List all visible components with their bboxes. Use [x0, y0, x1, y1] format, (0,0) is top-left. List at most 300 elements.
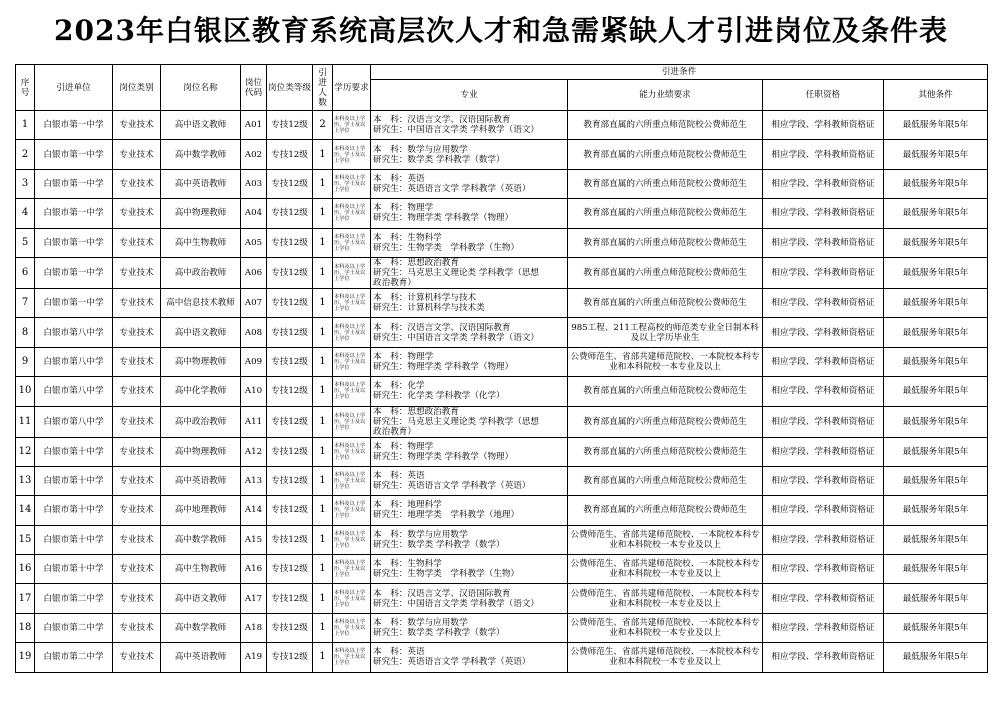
- cell-qualification: 相应学段、学科教师资格证: [763, 347, 884, 376]
- cell-category: 专业技术: [113, 466, 161, 495]
- major-line: 本 科：英语: [373, 173, 425, 184]
- major-line: 本 科：地理科学: [373, 500, 442, 511]
- cell-edu: 本科及以上学历，学士及以上学位: [333, 228, 371, 257]
- cell-code: A03: [241, 169, 267, 198]
- cell-level: 专技12级: [267, 555, 313, 584]
- table-row: [16, 555, 988, 584]
- cell-ability: 教育部直属的六所重点师范院校公费师范生: [568, 228, 763, 257]
- cell-other: 最低服务年限5年: [884, 318, 988, 347]
- cell-unit: 白银市第十中学: [35, 496, 113, 525]
- table-row: [16, 228, 988, 257]
- major-line: 本 科：思想政治教育: [373, 257, 459, 268]
- cell-code: A14: [241, 496, 267, 525]
- cell-count: 1: [313, 318, 333, 347]
- cell-category: 专业技术: [113, 199, 161, 228]
- cell-seq: 2: [16, 140, 35, 169]
- cell-unit: 白银市第八中学: [35, 318, 113, 347]
- cell-other: 最低服务年限5年: [884, 555, 988, 584]
- cell-major: [371, 555, 568, 584]
- cell-code: A06: [241, 257, 267, 288]
- cell-category: 专业技术: [113, 377, 161, 406]
- cell-code: A17: [241, 584, 267, 613]
- table-row: [16, 613, 988, 642]
- table-body: [16, 111, 988, 673]
- cell-category: 专业技术: [113, 347, 161, 376]
- cell-other: 最低服务年限5年: [884, 111, 988, 140]
- cell-ability: 公费师范生、省部共建师范院校、一本院校本科专业和本科院校一本专业及以上: [568, 347, 763, 376]
- cell-code: A08: [241, 318, 267, 347]
- cell-unit: 白银市第一中学: [35, 140, 113, 169]
- cell-ability: 公费师范生、省部共建师范院校、一本院校本科专业和本科院校一本专业及以上: [568, 613, 763, 642]
- cell-other: 最低服务年限5年: [884, 406, 988, 437]
- table-row: [16, 199, 988, 228]
- table-row: [16, 377, 988, 406]
- cell-level: 专技12级: [267, 257, 313, 288]
- cell-seq: 5: [16, 228, 35, 257]
- cell-level: 专技12级: [267, 613, 313, 642]
- cell-code: A15: [241, 525, 267, 554]
- cell-qualification: 相应学段、学科教师资格证: [763, 288, 884, 317]
- cell-post-name: 高中语文教师: [161, 584, 241, 613]
- cell-level: 专技12级: [267, 496, 313, 525]
- cell-post-name: 高中英语教师: [161, 643, 241, 672]
- header-other: 其他条件: [884, 80, 988, 111]
- cell-major: [371, 347, 568, 376]
- major-line: 本 科：汉语言文学、汉语国际教育: [373, 588, 511, 599]
- cell-major: [371, 525, 568, 554]
- cell-category: 专业技术: [113, 406, 161, 437]
- cell-level: 专技12级: [267, 643, 313, 672]
- table-row: [16, 111, 988, 140]
- cell-edu: 本科及以上学历，学士及以上学位: [333, 111, 371, 140]
- cell-unit: 白银市第八中学: [35, 347, 113, 376]
- header-seq: 序号: [16, 65, 35, 111]
- cell-unit: 白银市第一中学: [35, 257, 113, 288]
- cell-qualification: 相应学段、学科教师资格证: [763, 318, 884, 347]
- cell-qualification: 相应学段、学科教师资格证: [763, 111, 884, 140]
- cell-qualification: 相应学段、学科教师资格证: [763, 228, 884, 257]
- major-line: 研究生：马克思主义理论类 学科教学（思想: [373, 416, 540, 427]
- cell-count: 1: [313, 496, 333, 525]
- header-count: 引进人数: [313, 65, 333, 111]
- cell-unit: 白银市第十中学: [35, 525, 113, 554]
- cell-count: 1: [313, 377, 333, 406]
- major-line: 研究生：数学类 学科教学（数学）: [373, 539, 505, 550]
- major-line: 研究生：物理学类 学科教学（物理）: [373, 213, 514, 224]
- cell-qualification: 相应学段、学科教师资格证: [763, 643, 884, 672]
- major-line: 研究生：生物学类 学科教学（生物）: [373, 242, 520, 253]
- cell-major: [371, 466, 568, 495]
- cell-level: 专技12级: [267, 525, 313, 554]
- major-line: 研究生：中国语言文学类 学科教学（语文）: [373, 125, 540, 136]
- header-qualification: 任职资格: [763, 80, 884, 111]
- cell-other: 最低服务年限5年: [884, 584, 988, 613]
- major-line: 本 科：数学与应用数学: [373, 618, 468, 629]
- cell-count: 1: [313, 257, 333, 288]
- cell-major: [371, 199, 568, 228]
- cell-post-name: 高中政治教师: [161, 406, 241, 437]
- major-line: 研究生：计算机科学与技术类: [373, 303, 485, 314]
- cell-post-name: 高中物理教师: [161, 437, 241, 466]
- cell-seq: 19: [16, 643, 35, 672]
- major-line: 本 科：汉语言文学、汉语国际教育: [373, 115, 511, 126]
- cell-unit: 白银市第一中学: [35, 228, 113, 257]
- cell-post-name: 高中英语教师: [161, 466, 241, 495]
- cell-code: A04: [241, 199, 267, 228]
- major-line: 政治教育）: [373, 426, 416, 437]
- header-major: 专业: [371, 80, 568, 111]
- cell-other: 最低服务年限5年: [884, 288, 988, 317]
- cell-ability: 教育部直属的六所重点师范院校公费师范生: [568, 437, 763, 466]
- cell-ability: 公费师范生、省部共建师范院校、一本院校本科专业和本科院校一本专业及以上: [568, 584, 763, 613]
- cell-seq: 6: [16, 257, 35, 288]
- cell-post-name: 高中信息技术教师: [161, 288, 241, 317]
- cell-post-name: 高中英语教师: [161, 169, 241, 198]
- cell-post-name: 高中语文教师: [161, 111, 241, 140]
- cell-other: 最低服务年限5年: [884, 466, 988, 495]
- cell-major: [371, 437, 568, 466]
- cell-ability: 公费师范生、省部共建师范院校、一本院校本科专业和本科院校一本专业及以上: [568, 525, 763, 554]
- major-line: 研究生：生物学类 学科教学（生物）: [373, 569, 520, 580]
- cell-edu: 本科及以上学历，学士及以上学位: [333, 199, 371, 228]
- cell-post-name: 高中化学教师: [161, 377, 241, 406]
- cell-count: 1: [313, 613, 333, 642]
- major-line: 研究生：物理学类 学科教学（物理）: [373, 451, 514, 462]
- major-line: 研究生：中国语言文学类 学科教学（语文）: [373, 332, 540, 343]
- cell-other: 最低服务年限5年: [884, 377, 988, 406]
- major-line: 研究生：物理学类 学科教学（物理）: [373, 361, 514, 372]
- cell-ability: 教育部直属的六所重点师范院校公费师范生: [568, 111, 763, 140]
- positions-table: [15, 64, 988, 673]
- cell-unit: 白银市第二中学: [35, 584, 113, 613]
- table-row: [16, 257, 988, 288]
- major-line: 研究生：英语语言文学 学科教学（英语）: [373, 183, 531, 194]
- cell-ability: 教育部直属的六所重点师范院校公费师范生: [568, 377, 763, 406]
- cell-count: 1: [313, 437, 333, 466]
- cell-seq: 11: [16, 406, 35, 437]
- major-line: 研究生：数学类 学科教学（数学）: [373, 154, 505, 165]
- cell-ability: 教育部直属的六所重点师范院校公费师范生: [568, 288, 763, 317]
- cell-level: 专技12级: [267, 437, 313, 466]
- cell-other: 最低服务年限5年: [884, 140, 988, 169]
- cell-category: 专业技术: [113, 169, 161, 198]
- cell-code: A12: [241, 437, 267, 466]
- cell-category: 专业技术: [113, 140, 161, 169]
- header-level: 岗位类等级: [267, 65, 313, 111]
- cell-unit: 白银市第一中学: [35, 111, 113, 140]
- cell-qualification: 相应学段、学科教师资格证: [763, 555, 884, 584]
- cell-seq: 17: [16, 584, 35, 613]
- cell-other: 最低服务年限5年: [884, 643, 988, 672]
- cell-major: [371, 496, 568, 525]
- cell-edu: 本科及以上学历，学士及以上学位: [333, 584, 371, 613]
- cell-count: 1: [313, 466, 333, 495]
- cell-other: 最低服务年限5年: [884, 613, 988, 642]
- cell-unit: 白银市第十中学: [35, 466, 113, 495]
- major-line: 本 科：数学与应用数学: [373, 529, 468, 540]
- cell-seq: 1: [16, 111, 35, 140]
- cell-unit: 白银市第十中学: [35, 555, 113, 584]
- cell-code: A10: [241, 377, 267, 406]
- table-row: [16, 466, 988, 495]
- header-ability: 能力业绩要求: [568, 80, 763, 111]
- cell-code: A07: [241, 288, 267, 317]
- cell-edu: 本科及以上学历，学士及以上学位: [333, 613, 371, 642]
- cell-seq: 9: [16, 347, 35, 376]
- cell-count: 1: [313, 199, 333, 228]
- cell-seq: 18: [16, 613, 35, 642]
- cell-seq: 10: [16, 377, 35, 406]
- cell-category: 专业技术: [113, 555, 161, 584]
- cell-category: 专业技术: [113, 437, 161, 466]
- cell-qualification: 相应学段、学科教师资格证: [763, 466, 884, 495]
- cell-edu: 本科及以上学历，学士及以上学位: [333, 406, 371, 437]
- major-line: 研究生：英语语言文学 学科教学（英语）: [373, 657, 531, 668]
- cell-major: [371, 228, 568, 257]
- cell-ability: 教育部直属的六所重点师范院校公费师范生: [568, 257, 763, 288]
- major-line: 本 科：生物科学: [373, 559, 442, 570]
- cell-level: 专技12级: [267, 466, 313, 495]
- cell-count: 2: [313, 111, 333, 140]
- cell-ability: 教育部直属的六所重点师范院校公费师范生: [568, 169, 763, 198]
- cell-count: 1: [313, 555, 333, 584]
- cell-qualification: 相应学段、学科教师资格证: [763, 257, 884, 288]
- major-line: 本 科：计算机科学与技术: [373, 293, 477, 304]
- table-row: [16, 525, 988, 554]
- cell-category: 专业技术: [113, 318, 161, 347]
- cell-level: 专技12级: [267, 584, 313, 613]
- cell-qualification: 相应学段、学科教师资格证: [763, 169, 884, 198]
- cell-qualification: 相应学段、学科教师资格证: [763, 496, 884, 525]
- major-line: 研究生：化学类 学科教学（化学）: [373, 391, 505, 402]
- cell-seq: 12: [16, 437, 35, 466]
- cell-count: 1: [313, 525, 333, 554]
- cell-code: A13: [241, 466, 267, 495]
- cell-seq: 13: [16, 466, 35, 495]
- cell-ability: 教育部直属的六所重点师范院校公费师范生: [568, 406, 763, 437]
- cell-post-name: 高中数学教师: [161, 525, 241, 554]
- cell-count: 1: [313, 140, 333, 169]
- major-line: 研究生：英语语言文学 学科教学（英语）: [373, 481, 531, 492]
- cell-ability: 公费师范生、省部共建师范院校、一本院校本科专业和本科院校一本专业及以上: [568, 555, 763, 584]
- cell-other: 最低服务年限5年: [884, 347, 988, 376]
- table-row: [16, 643, 988, 672]
- cell-major: [371, 318, 568, 347]
- header-conditions: 引进条件: [371, 65, 988, 80]
- cell-major: [371, 169, 568, 198]
- cell-edu: 本科及以上学历，学士及以上学位: [333, 318, 371, 347]
- cell-major: [371, 140, 568, 169]
- cell-major: [371, 377, 568, 406]
- cell-major: [371, 257, 568, 288]
- cell-other: 最低服务年限5年: [884, 437, 988, 466]
- header-post-name: 岗位名称: [161, 65, 241, 111]
- cell-unit: 白银市第一中学: [35, 288, 113, 317]
- cell-seq: 3: [16, 169, 35, 198]
- cell-edu: 本科及以上学历，学士及以上学位: [333, 643, 371, 672]
- cell-post-name: 高中地理教师: [161, 496, 241, 525]
- major-line: 本 科：数学与应用数学: [373, 144, 468, 155]
- cell-qualification: 相应学段、学科教师资格证: [763, 584, 884, 613]
- major-line: 本 科：物理学: [373, 441, 434, 452]
- cell-count: 1: [313, 406, 333, 437]
- header-unit: 引进单位: [35, 65, 113, 111]
- table-row: [16, 318, 988, 347]
- cell-major: [371, 406, 568, 437]
- cell-qualification: 相应学段、学科教师资格证: [763, 199, 884, 228]
- cell-post-name: 高中物理教师: [161, 347, 241, 376]
- cell-code: A01: [241, 111, 267, 140]
- cell-category: 专业技术: [113, 257, 161, 288]
- cell-category: 专业技术: [113, 643, 161, 672]
- cell-edu: 本科及以上学历，学士及以上学位: [333, 377, 371, 406]
- cell-code: A02: [241, 140, 267, 169]
- cell-seq: 7: [16, 288, 35, 317]
- cell-code: A11: [241, 406, 267, 437]
- cell-post-name: 高中生物教师: [161, 228, 241, 257]
- table-row: [16, 140, 988, 169]
- cell-level: 专技12级: [267, 169, 313, 198]
- cell-count: 1: [313, 228, 333, 257]
- table-row: [16, 496, 988, 525]
- major-line: 本 科：思想政治教育: [373, 406, 459, 417]
- cell-edu: 本科及以上学历，学士及以上学位: [333, 257, 371, 288]
- cell-unit: 白银市第二中学: [35, 643, 113, 672]
- cell-level: 专技12级: [267, 406, 313, 437]
- major-line: 研究生：马克思主义理论类 学科教学（思想: [373, 267, 540, 278]
- major-line: 本 科：英语: [373, 647, 425, 658]
- cell-category: 专业技术: [113, 584, 161, 613]
- cell-other: 最低服务年限5年: [884, 199, 988, 228]
- cell-qualification: 相应学段、学科教师资格证: [763, 140, 884, 169]
- cell-major: [371, 584, 568, 613]
- cell-level: 专技12级: [267, 111, 313, 140]
- cell-ability: 教育部直属的六所重点师范院校公费师范生: [568, 496, 763, 525]
- cell-seq: 16: [16, 555, 35, 584]
- cell-code: A16: [241, 555, 267, 584]
- cell-seq: 8: [16, 318, 35, 347]
- cell-qualification: 相应学段、学科教师资格证: [763, 613, 884, 642]
- cell-other: 最低服务年限5年: [884, 228, 988, 257]
- major-line: 本 科：化学: [373, 381, 425, 392]
- cell-major: [371, 613, 568, 642]
- major-line: 本 科：生物科学: [373, 232, 442, 243]
- major-line: 本 科：英语: [373, 471, 425, 482]
- page-title: 2023年白银区教育系统高层次人才和急需紧缺人才引进岗位及条件表: [54, 14, 948, 47]
- cell-count: 1: [313, 169, 333, 198]
- cell-edu: 本科及以上学历，学士及以上学位: [333, 496, 371, 525]
- cell-level: 专技12级: [267, 228, 313, 257]
- cell-qualification: 相应学段、学科教师资格证: [763, 437, 884, 466]
- cell-edu: 本科及以上学历，学士及以上学位: [333, 347, 371, 376]
- cell-post-name: 高中政治教师: [161, 257, 241, 288]
- major-line: 研究生：中国语言文学类 学科教学（语文）: [373, 598, 540, 609]
- major-line: 研究生：数学类 学科教学（数学）: [373, 628, 505, 639]
- cell-level: 专技12级: [267, 318, 313, 347]
- cell-post-name: 高中数学教师: [161, 140, 241, 169]
- cell-major: [371, 643, 568, 672]
- cell-code: A09: [241, 347, 267, 376]
- cell-unit: 白银市第一中学: [35, 199, 113, 228]
- table-row: [16, 288, 988, 317]
- header-code: 岗位代码: [241, 65, 267, 111]
- cell-qualification: 相应学段、学科教师资格证: [763, 525, 884, 554]
- cell-ability: 985工程、211工程高校的师范类专业全日制本科及以上学历毕业生: [568, 318, 763, 347]
- cell-category: 专业技术: [113, 228, 161, 257]
- table-row: [16, 347, 988, 376]
- cell-major: [371, 111, 568, 140]
- major-line: 本 科：汉语言文学、汉语国际教育: [373, 322, 511, 333]
- table-row: [16, 169, 988, 198]
- cell-ability: 教育部直属的六所重点师范院校公费师范生: [568, 199, 763, 228]
- cell-qualification: 相应学段、学科教师资格证: [763, 377, 884, 406]
- table-row: [16, 406, 988, 437]
- major-line: 研究生：地理学类 学科教学（地理）: [373, 510, 520, 521]
- cell-ability: 教育部直属的六所重点师范院校公费师范生: [568, 466, 763, 495]
- cell-edu: 本科及以上学历，学士及以上学位: [333, 437, 371, 466]
- major-line: 本 科：物理学: [373, 203, 434, 214]
- major-line: 本 科：物理学: [373, 351, 434, 362]
- cell-other: 最低服务年限5年: [884, 169, 988, 198]
- cell-code: A05: [241, 228, 267, 257]
- cell-post-name: 高中生物教师: [161, 555, 241, 584]
- cell-other: 最低服务年限5年: [884, 525, 988, 554]
- cell-level: 专技12级: [267, 377, 313, 406]
- cell-count: 1: [313, 643, 333, 672]
- cell-unit: 白银市第一中学: [35, 169, 113, 198]
- cell-edu: 本科及以上学历，学士及以上学位: [333, 140, 371, 169]
- cell-edu: 本科及以上学历，学士及以上学位: [333, 555, 371, 584]
- cell-level: 专技12级: [267, 288, 313, 317]
- cell-count: 1: [313, 288, 333, 317]
- cell-seq: 4: [16, 199, 35, 228]
- table-row: [16, 437, 988, 466]
- cell-post-name: 高中数学教师: [161, 613, 241, 642]
- cell-edu: 本科及以上学历，学士及以上学位: [333, 525, 371, 554]
- cell-category: 专业技术: [113, 288, 161, 317]
- cell-code: A19: [241, 643, 267, 672]
- cell-ability: 教育部直属的六所重点师范院校公费师范生: [568, 140, 763, 169]
- cell-unit: 白银市第八中学: [35, 377, 113, 406]
- cell-unit: 白银市第十中学: [35, 437, 113, 466]
- cell-post-name: 高中语文教师: [161, 318, 241, 347]
- cell-count: 1: [313, 584, 333, 613]
- cell-other: 最低服务年限5年: [884, 257, 988, 288]
- table-row: [16, 584, 988, 613]
- cell-other: 最低服务年限5年: [884, 496, 988, 525]
- cell-edu: 本科及以上学历，学士及以上学位: [333, 288, 371, 317]
- cell-seq: 14: [16, 496, 35, 525]
- cell-category: 专业技术: [113, 111, 161, 140]
- cell-category: 专业技术: [113, 525, 161, 554]
- cell-level: 专技12级: [267, 347, 313, 376]
- cell-category: 专业技术: [113, 496, 161, 525]
- cell-level: 专技12级: [267, 140, 313, 169]
- cell-level: 专技12级: [267, 199, 313, 228]
- cell-unit: 白银市第八中学: [35, 406, 113, 437]
- header-category: 岗位类别: [113, 65, 161, 111]
- cell-edu: 本科及以上学历，学士及以上学位: [333, 169, 371, 198]
- cell-post-name: 高中物理教师: [161, 199, 241, 228]
- cell-seq: 15: [16, 525, 35, 554]
- cell-count: 1: [313, 347, 333, 376]
- cell-qualification: 相应学段、学科教师资格证: [763, 406, 884, 437]
- cell-unit: 白银市第二中学: [35, 613, 113, 642]
- cell-edu: 本科及以上学历，学士及以上学位: [333, 466, 371, 495]
- cell-code: A18: [241, 613, 267, 642]
- major-line: 政治教育）: [373, 277, 416, 288]
- cell-ability: 公费师范生、省部共建师范院校、一本院校本科专业和本科院校一本专业及以上: [568, 643, 763, 672]
